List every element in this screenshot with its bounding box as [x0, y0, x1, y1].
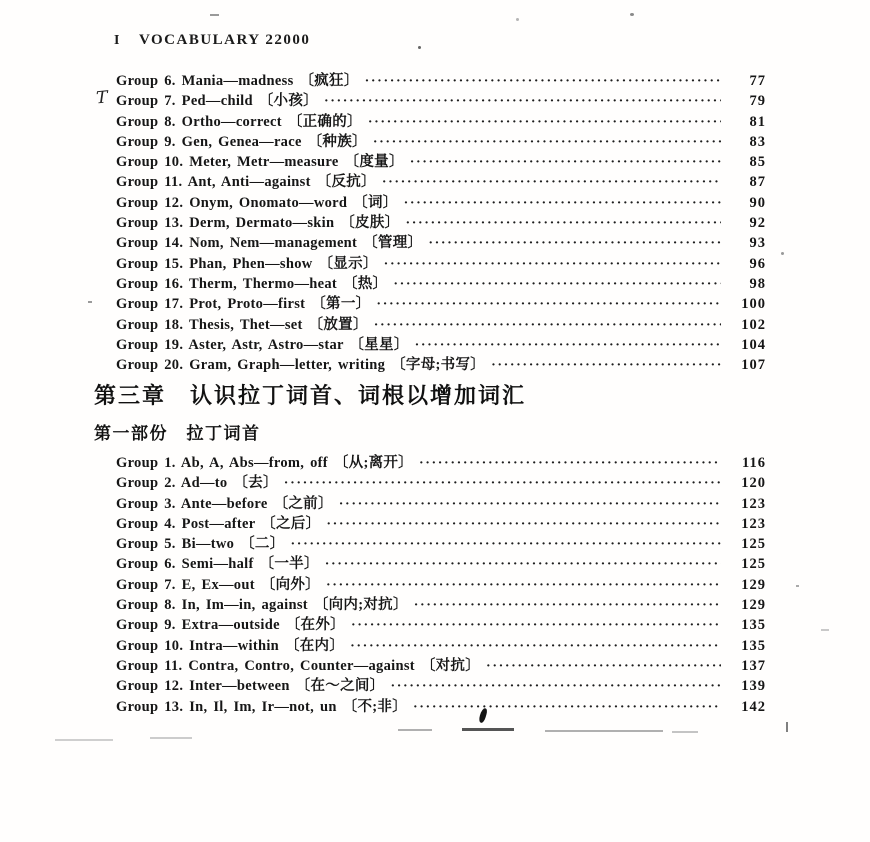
dot-leader — [382, 173, 721, 191]
toc-entry-label: Group 17. Prot, Proto—first 〔第一〕 — [116, 296, 371, 313]
toc-entry-label: Group 8. In, Im—in, against 〔向内;对抗〕 — [116, 597, 408, 614]
toc-entry-page: 83 — [749, 133, 766, 150]
toc-entry-page: 96 — [749, 255, 766, 272]
toc-entry-page: 104 — [741, 336, 766, 353]
toc-greek-roots-list — [116, 69, 766, 373]
toc-entry — [116, 512, 766, 532]
dot-leader — [368, 113, 721, 131]
toc-entry-label: Group 10. Meter, Metr—measure 〔度量〕 — [116, 154, 404, 171]
toc-entry-label: Group 1. Ab, A, Abs—from, off 〔从;离开〕 — [116, 455, 413, 471]
page-roman-numeral: I — [114, 33, 121, 48]
dot-leader — [374, 316, 721, 334]
toc-entry-page: 123 — [741, 495, 766, 512]
toc-entry-page: 129 — [741, 597, 766, 614]
toc-entry — [116, 191, 766, 211]
toc-entry-label: Group 6. Mania—madness 〔疯狂〕 — [116, 73, 359, 89]
dot-leader — [339, 495, 721, 513]
toc-entry-label: Group 4. Post—after 〔之后〕 — [116, 515, 321, 532]
toc-entry-label: Group 3. Ante—before 〔之前〕 — [116, 495, 333, 512]
toc-entry — [116, 333, 766, 353]
toc-entry-page: 81 — [749, 113, 766, 130]
toc-entry — [116, 313, 766, 333]
toc-entry-label: Group 9. Gen, Genea—race 〔种族〕 — [116, 133, 367, 150]
running-header — [114, 32, 310, 49]
toc-entry — [116, 150, 766, 170]
toc-entry-page: 93 — [749, 235, 766, 252]
dot-leader — [419, 454, 721, 472]
dot-leader — [376, 295, 721, 313]
toc-entry — [116, 552, 766, 572]
toc-entry-label: Group 10. Intra—within 〔在内〕 — [116, 637, 345, 654]
toc-entry-page: 125 — [741, 536, 766, 553]
toc-entry-label: Group 11. Contra, Contro, Counter—against 〔对抗〕 — [116, 657, 481, 674]
toc-entry — [116, 471, 766, 491]
toc-entry-page: 92 — [749, 215, 766, 232]
toc-entry — [116, 211, 766, 231]
toc-entry — [116, 353, 766, 373]
toc-entry-label: Group 15. Phan, Phen—show 〔显示〕 — [116, 255, 378, 272]
toc-entry-label: Group 19. Aster, Astr, Astro—star 〔星星〕 — [116, 336, 409, 353]
toc-entry-page: 125 — [741, 556, 766, 573]
toc-entry-label: Group 12. Onym, Onomato—word 〔词〕 — [116, 194, 398, 211]
scan-speck — [821, 629, 829, 631]
scan-speck — [796, 585, 799, 587]
scan-speck — [516, 18, 519, 21]
scan-smudge-line — [672, 731, 698, 733]
toc-entry — [116, 170, 766, 190]
toc-entry — [116, 532, 766, 552]
toc-entry-label: Group 14. Nom, Nem—management 〔管理〕 — [116, 235, 423, 252]
dot-leader — [324, 92, 721, 110]
dot-leader — [284, 474, 721, 492]
dot-leader — [404, 194, 721, 212]
toc-entry-page: 120 — [741, 475, 766, 492]
toc-entry-label: Group 6. Semi—half 〔一半〕 — [116, 556, 319, 573]
toc-entry-label: Group 2. Ad—to 〔去〕 — [116, 475, 278, 492]
toc-entry-page: 135 — [741, 617, 766, 634]
scan-speck — [418, 46, 421, 49]
toc-entry-page: 77 — [749, 73, 766, 89]
chapter-heading: 第三章 认识拉丁词首、词根以增加词汇 — [94, 383, 527, 408]
dot-leader — [291, 535, 721, 553]
toc-entry-page: 135 — [741, 637, 766, 654]
toc-entry-label: Group 13. Derm, Dermato—skin 〔皮肤〕 — [116, 215, 400, 232]
dot-leader — [325, 555, 721, 573]
toc-entry-label: Group 20. Gram, Graph—letter, writing 〔字母;书写〕 — [116, 357, 486, 374]
toc-entry — [116, 634, 766, 654]
toc-entry — [116, 89, 766, 109]
toc-entry — [116, 654, 766, 674]
toc-entry-page: 85 — [749, 154, 766, 171]
toc-entry-page: 102 — [741, 316, 766, 333]
dot-leader — [326, 515, 721, 533]
dot-leader — [415, 336, 721, 354]
scan-speck — [630, 13, 634, 16]
toc-entry-page: 137 — [741, 657, 766, 674]
scan-smudge-line — [786, 722, 788, 732]
scan-smudge-line — [462, 728, 514, 731]
toc-entry — [116, 492, 766, 512]
toc-entry-page: 123 — [741, 515, 766, 532]
dot-leader — [390, 677, 721, 695]
toc-entry — [116, 593, 766, 613]
book-title: VOCABULARY 22000 — [138, 32, 311, 48]
scan-smudge-line — [398, 729, 432, 731]
toc-entry-page: 87 — [749, 174, 766, 191]
toc-entry-page: 79 — [749, 93, 766, 110]
scan-smudge-line — [55, 739, 113, 741]
toc-entry-label: Group 13. In, Il, Im, Ir—not, un 〔不;非〕 — [116, 698, 408, 715]
scan-smudge-line — [150, 737, 192, 739]
toc-entry-page: 139 — [741, 678, 766, 695]
dot-leader — [486, 657, 721, 675]
scan-speck — [781, 252, 784, 255]
toc-entry — [116, 110, 766, 130]
part-heading: 第一部份 拉丁词首 — [94, 424, 261, 443]
dot-leader — [373, 133, 721, 151]
toc-entry — [116, 231, 766, 251]
dot-leader — [350, 637, 721, 655]
toc-entry — [116, 130, 766, 150]
toc-entry — [116, 613, 766, 633]
scan-speck — [88, 301, 92, 303]
dot-leader — [384, 255, 721, 273]
toc-entry-label: Group 8. Ortho—correct 〔正确的〕 — [116, 113, 362, 130]
toc-entry — [116, 674, 766, 694]
toc-entry-label: Group 12. Inter—between 〔在～之间〕 — [116, 678, 385, 695]
toc-entry-page: 129 — [741, 576, 766, 593]
scan-smudge-line — [545, 730, 663, 732]
toc-entry-label: Group 5. Bi—two 〔二〕 — [116, 536, 285, 553]
dot-leader — [405, 214, 721, 232]
toc-entry — [116, 252, 766, 272]
toc-entry — [116, 292, 766, 312]
dot-leader — [414, 596, 721, 614]
dot-leader — [413, 698, 721, 716]
toc-entry-page: 98 — [749, 275, 766, 292]
toc-entry-page: 116 — [742, 455, 766, 471]
toc-entry-label: Group 11. Ant, Anti—against 〔反抗〕 — [116, 174, 376, 191]
toc-entry-page: 142 — [741, 698, 766, 715]
toc-entry-page: 90 — [749, 194, 766, 211]
toc-entry-label: Group 7. Ped—child 〔小孩〕 — [116, 93, 318, 110]
dot-leader — [351, 616, 721, 634]
dot-leader — [365, 72, 721, 90]
dot-leader — [491, 356, 721, 374]
toc-entry-page: 107 — [741, 357, 766, 374]
scan-speck — [210, 14, 219, 16]
toc-entry-page: 100 — [741, 296, 766, 313]
dot-leader — [428, 234, 721, 252]
toc-entry-label: Group 7. E, Ex—out 〔向外〕 — [116, 576, 320, 593]
toc-latin-prefix-list — [116, 451, 766, 715]
toc-entry-label: Group 18. Thesis, Thet—set 〔放置〕 — [116, 316, 368, 333]
toc-entry — [116, 695, 766, 715]
toc-entry — [116, 69, 766, 89]
dot-leader — [410, 153, 721, 171]
toc-entry-label: Group 9. Extra—outside 〔在外〕 — [116, 617, 345, 634]
toc-entry — [116, 451, 766, 471]
toc-entry — [116, 573, 766, 593]
toc-entry-label: Group 16. Therm, Thermo—heat 〔热〕 — [116, 275, 388, 292]
toc-entry — [116, 272, 766, 292]
dot-leader — [393, 275, 721, 293]
dot-leader — [326, 576, 721, 594]
handwritten-tick-mark: T — [94, 87, 109, 109]
